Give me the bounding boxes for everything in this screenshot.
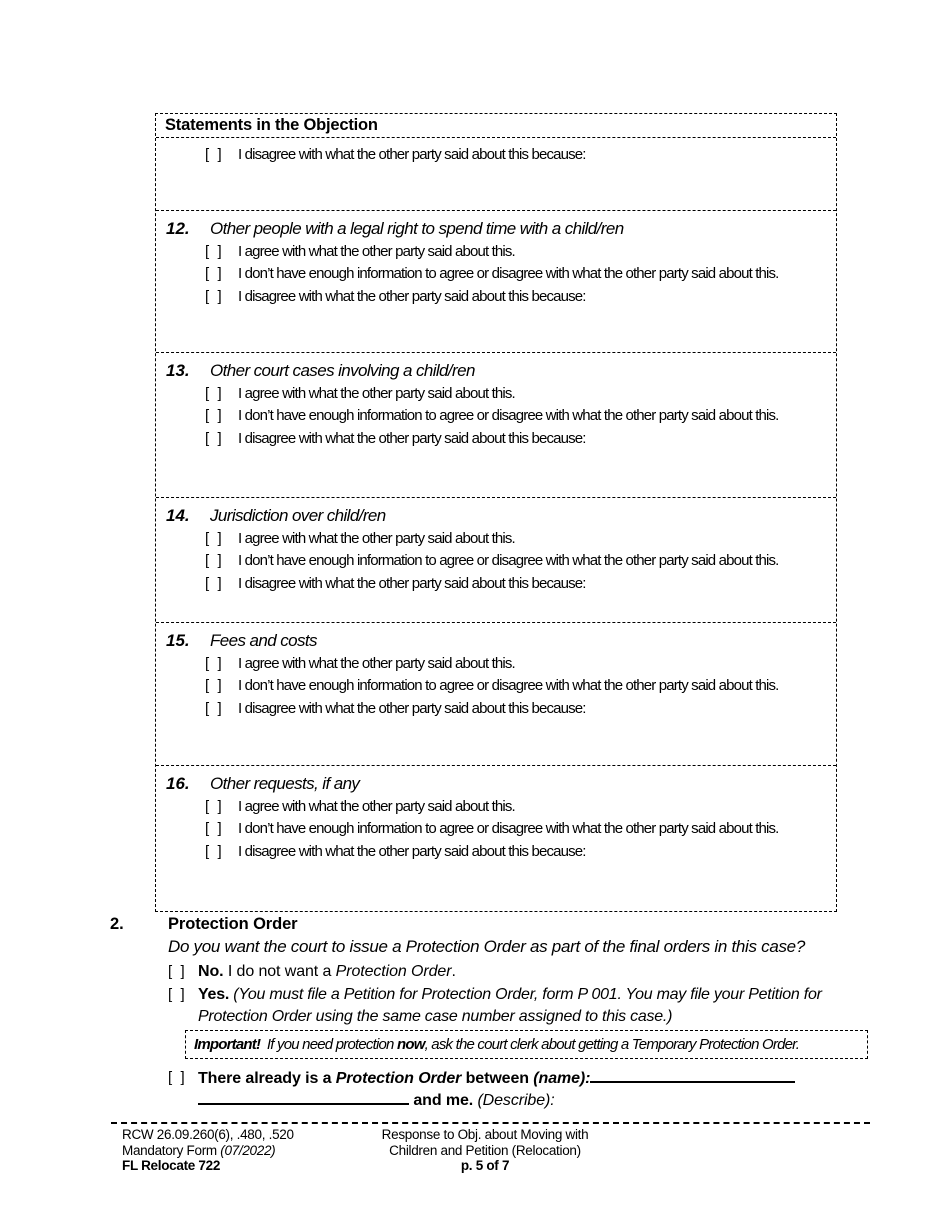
- option-label: I agree with what the other party said about this.: [238, 655, 515, 672]
- option-label: I agree with what the other party said about this.: [238, 243, 515, 260]
- checkbox-13-noinfo[interactable]: [ ]: [205, 407, 222, 425]
- option-not-enough-info: [156, 405, 836, 427]
- footer-mandatory-date: (07/2022): [220, 1142, 276, 1158]
- section-heading: Protection Order: [168, 915, 298, 933]
- name-blank-line-1[interactable]: [590, 1067, 795, 1083]
- existing-and-me: and me.: [409, 1092, 478, 1109]
- footer-center-column: [340, 1127, 630, 1174]
- item-title-line: [156, 216, 836, 241]
- option-yes-text: [198, 984, 843, 1027]
- option-not-enough-info: [156, 550, 836, 572]
- important-label: Important!: [194, 1036, 261, 1053]
- option-yes: [168, 984, 872, 1027]
- footer-page-number: p. 5 of 7: [460, 1158, 510, 1173]
- item-title: Fees and costs: [210, 631, 317, 650]
- item-title-line: [156, 503, 836, 528]
- no-plain-text: I do not want a: [223, 963, 336, 980]
- option-label: I disagree with what the other party said about this because:: [238, 146, 586, 163]
- existing-text-2: between: [461, 1070, 534, 1087]
- option-label: I agree with what the other party said about this.: [238, 798, 515, 815]
- item-title: Other people with a legal right to spend time with a child/ren: [210, 219, 624, 238]
- option-label: I disagree with what the other party said about this because:: [238, 699, 586, 717]
- checkbox-14-agree[interactable]: [ ]: [205, 530, 222, 547]
- checkbox-12-noinfo[interactable]: [ ]: [205, 265, 222, 283]
- item-number: 14.: [166, 506, 190, 525]
- option-no: [168, 961, 872, 983]
- option-disagree: [156, 841, 836, 863]
- checkbox-13-disagree[interactable]: [ ]: [205, 429, 222, 447]
- item-number: 13.: [166, 361, 190, 380]
- statement-item-15: [156, 623, 836, 766]
- option-label: I disagree with what the other party said about this because:: [238, 842, 586, 860]
- footer-mandatory-plain: Mandatory Form: [122, 1142, 221, 1158]
- no-label: No.: [198, 963, 224, 980]
- item-number: 16.: [166, 774, 190, 793]
- option-disagree: [156, 286, 836, 308]
- existing-po-italic: Protection Order: [335, 1070, 462, 1087]
- option-not-enough-info: [156, 263, 836, 285]
- footer-rcw: RCW 26.09.260(6), .480, .520: [122, 1127, 294, 1142]
- item-title-line: [156, 771, 836, 796]
- item-title-line: [156, 358, 836, 383]
- checkbox-yes[interactable]: [ ]: [168, 986, 185, 1003]
- option-label: I agree with what the other party said about this.: [238, 530, 515, 547]
- option-agree: [156, 383, 836, 405]
- option-label: I don’t have enough information to agree or disagree with what the other party said about this.: [238, 677, 779, 695]
- checkbox-15-noinfo[interactable]: [ ]: [205, 677, 222, 695]
- checkbox-14-noinfo[interactable]: [ ]: [205, 552, 222, 570]
- yes-italic-text: (You must file a Petition for Protection Order, form P 001. You may file your Petition for Protection Order using the same case number assigned to this case.): [198, 986, 822, 1025]
- option-label: I disagree with what the other party said about this because:: [238, 287, 586, 305]
- option-not-enough-info: [156, 818, 836, 840]
- footer-form-id: FL Relocate 722: [122, 1158, 221, 1173]
- section-2-protection-order: [110, 913, 872, 1111]
- important-notice: [185, 1030, 868, 1059]
- item-number: 12.: [166, 219, 190, 238]
- existing-line-2: [198, 1089, 795, 1111]
- existing-line-1: [198, 1067, 795, 1089]
- option-disagree: [156, 428, 836, 450]
- option-label: I don’t have enough information to agree or disagree with what the other party said about this.: [238, 552, 779, 570]
- footer-left-column: [122, 1127, 294, 1174]
- item-title: Other requests, if any: [210, 774, 360, 793]
- important-text-post: , ask the court clerk about getting a Temporary Protection Order.: [424, 1036, 800, 1053]
- option-label: I agree with what the other party said about this.: [238, 385, 515, 402]
- existing-text-1: There already is a: [198, 1070, 336, 1087]
- option-agree: [156, 796, 836, 818]
- checkbox-15-agree[interactable]: [ ]: [205, 655, 222, 672]
- option-agree: [156, 528, 836, 550]
- option-agree: [156, 241, 836, 263]
- option-agree: [156, 653, 836, 675]
- no-italic-text: Protection Order: [335, 963, 452, 980]
- statement-item-16: [156, 766, 836, 911]
- no-period: .: [451, 963, 456, 980]
- carryover-row: [156, 138, 836, 211]
- checkbox-existing-po[interactable]: [ ]: [168, 1069, 185, 1086]
- important-text-pre: If you need protection: [266, 1036, 397, 1053]
- existing-po-text: [198, 1067, 795, 1111]
- checkbox-16-noinfo[interactable]: [ ]: [205, 820, 222, 838]
- item-number: 15.: [166, 631, 190, 650]
- table-header-label: Statements in the Objection: [165, 116, 378, 134]
- statement-item-13: [156, 353, 836, 498]
- statements-table: [155, 113, 837, 912]
- checkbox-16-disagree[interactable]: [ ]: [205, 842, 222, 860]
- existing-describe-label: (Describe):: [477, 1092, 555, 1109]
- checkbox-14-disagree[interactable]: [ ]: [205, 574, 222, 592]
- important-bold-word: now: [396, 1036, 425, 1053]
- checkbox-12-agree[interactable]: [ ]: [205, 243, 222, 260]
- option-not-enough-info: [156, 675, 836, 697]
- option-disagree: [156, 698, 836, 720]
- footer-doc-title-line1: Response to Obj. about Moving with: [381, 1127, 589, 1142]
- option-label: I don’t have enough information to agree or disagree with what the other party said about this.: [238, 407, 779, 425]
- section-heading-line: [110, 913, 872, 935]
- option-label: I disagree with what the other party said about this because:: [238, 574, 586, 592]
- footer-mandatory-form: [122, 1143, 294, 1159]
- item-title-line: [156, 628, 836, 653]
- yes-label: Yes.: [198, 986, 230, 1003]
- item-title: Jurisdiction over child/ren: [210, 506, 386, 525]
- existing-protection-order-option: [168, 1067, 872, 1111]
- checkbox-no[interactable]: [ ]: [168, 963, 185, 980]
- checkbox-16-agree[interactable]: [ ]: [205, 798, 222, 815]
- footer-doc-title-line2: Children and Petition (Relocation): [389, 1142, 581, 1158]
- checkbox-13-agree[interactable]: [ ]: [205, 385, 222, 402]
- table-header-row: [156, 114, 836, 138]
- existing-name-label: (name):: [533, 1070, 591, 1087]
- section-question: Do you want the court to issue a Protection Order as part of the final orders in this case?: [168, 937, 805, 956]
- checkbox-carryover-disagree[interactable]: [ ]: [205, 146, 222, 163]
- item-title: Other court cases involving a child/ren: [210, 361, 475, 380]
- option-label: I don’t have enough information to agree or disagree with what the other party said about this.: [238, 820, 779, 838]
- statement-item-14: [156, 498, 836, 623]
- option-disagree-carryover: [156, 144, 836, 166]
- section-number: 2.: [110, 915, 124, 933]
- footer-divider: [111, 1122, 870, 1124]
- option-disagree: [156, 573, 836, 595]
- name-blank-line-2[interactable]: [198, 1089, 409, 1105]
- statement-item-12: [156, 211, 836, 353]
- checkbox-12-disagree[interactable]: [ ]: [205, 287, 222, 305]
- option-label: I don’t have enough information to agree or disagree with what the other party said about this.: [238, 265, 779, 283]
- checkbox-15-disagree[interactable]: [ ]: [205, 699, 222, 717]
- option-no-text: [198, 961, 456, 983]
- option-label: I disagree with what the other party said about this because:: [238, 429, 586, 447]
